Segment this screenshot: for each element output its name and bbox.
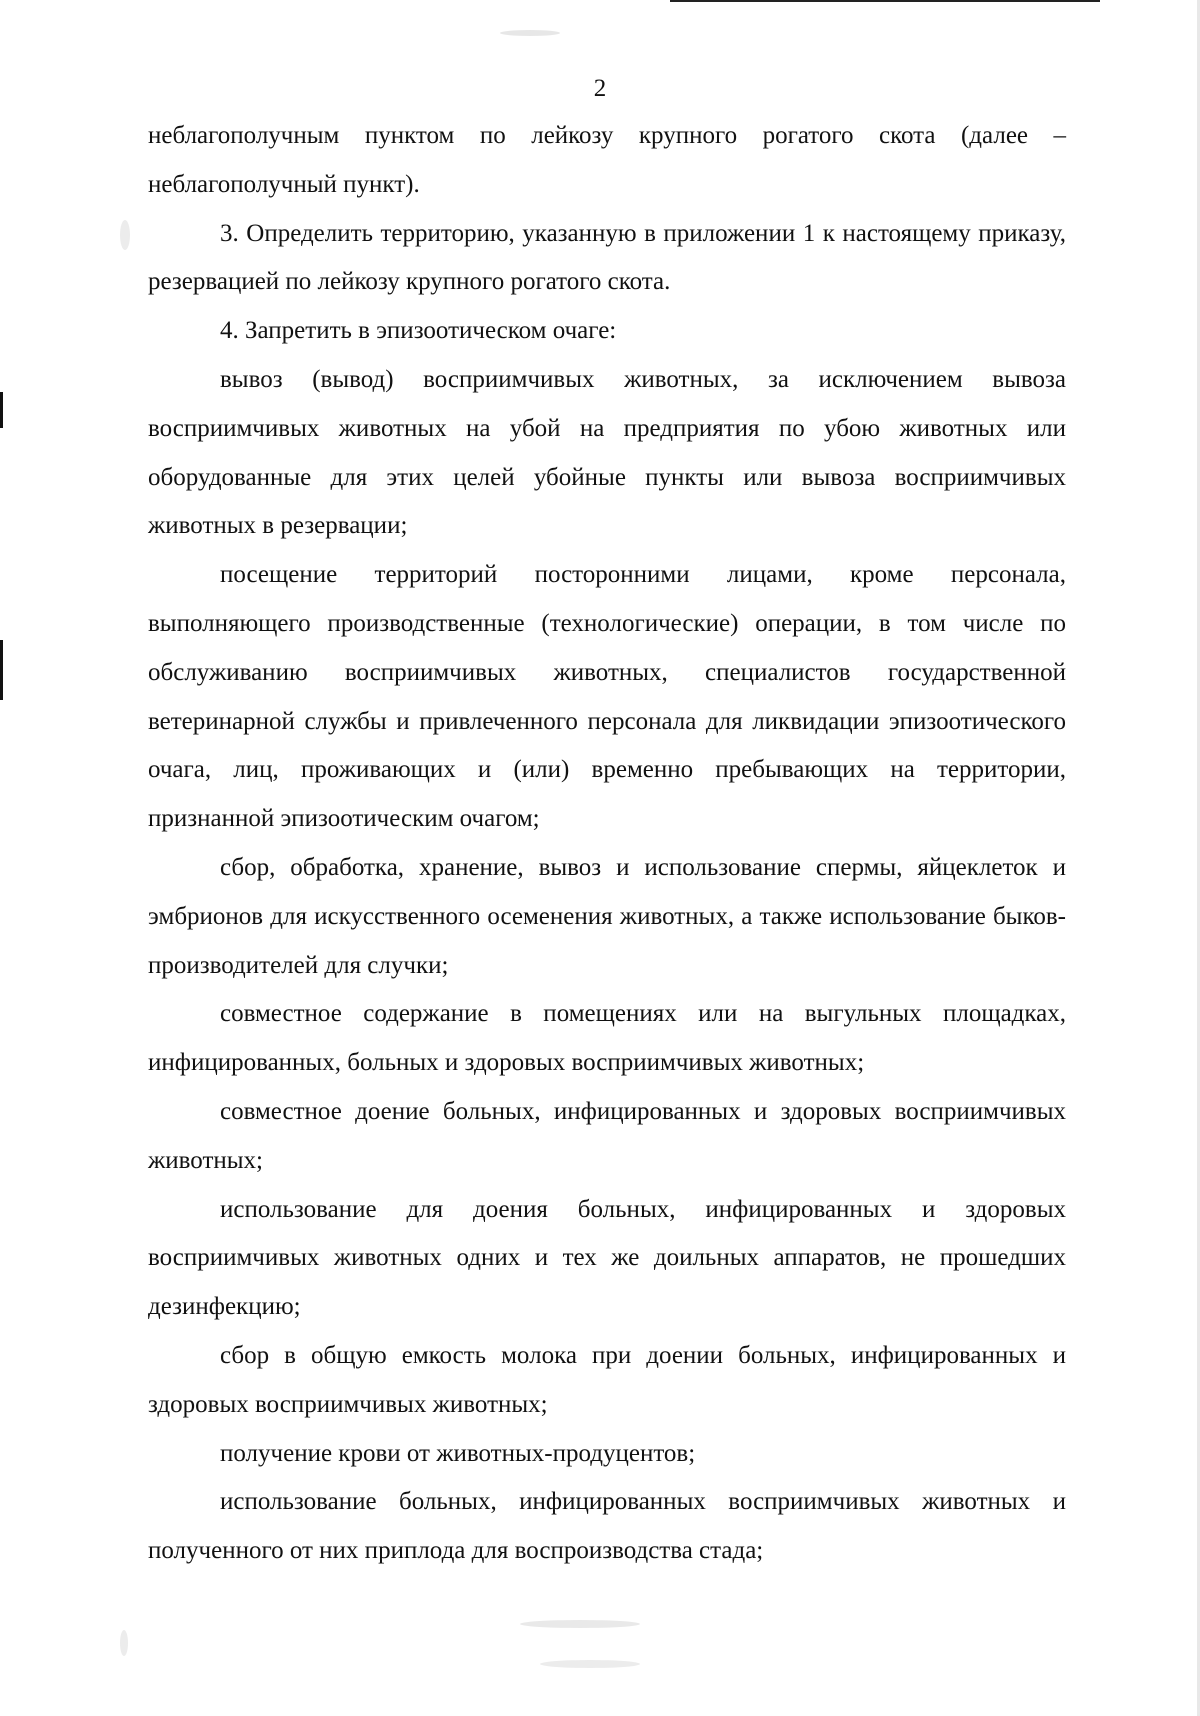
paragraph: совместное содержание в помещениях или на выгульных площадках, инфицированных, больных и здоровых восприимчивых животных;	[148, 1000, 1066, 1077]
scan-speckle	[120, 220, 130, 250]
paragraph: использование для доения больных, инфицированных и здоровых восприимчивых животных одних и тех же доильных аппаратов, не прошедших дезинфекцию;	[148, 1195, 1066, 1321]
scan-speckle	[120, 1630, 128, 1656]
paragraph: посещение территорий посторонними лицами, кроме персонала, выполняющего производственные (технологические) операции, в том числе по обслуживанию восприимчивых животных, специалистов государственной ветеринарной службы и привлеченного персонала для ликвидации эпизоотического очага, лиц, проживающих и (или) временно пребывающих на территории, признанной эпизоотическим очагом;	[148, 561, 1066, 833]
page-number: 2	[593, 75, 607, 102]
scan-speckle	[520, 1620, 640, 1628]
margin-mark	[0, 392, 3, 428]
scan-speckle	[540, 1660, 640, 1668]
paragraph: неблагополучным пунктом по лейкозу крупного рогатого скота (далее – неблагополучный пункт).	[148, 122, 1066, 198]
margin-mark	[0, 640, 3, 700]
paragraph: сбор в общую емкость молока при доении больных, инфицированных и здоровых восприимчивых животных;	[148, 1341, 1066, 1418]
paragraph: получение крови от животных-продуцентов;	[220, 1439, 696, 1467]
scan-speckle	[500, 30, 560, 36]
paragraph: вывоз (вывод) восприимчивых животных, за исключением вывоза восприимчивых животных на убой на предприятия по убою животных или оборудованные для этих целей убойные пункты или вывоза восприимчивых животных в резервации;	[148, 365, 1066, 540]
paragraph: совместное доение больных, инфицированных и здоровых восприимчивых животных;	[148, 1097, 1066, 1174]
document-body	[148, 112, 1066, 1576]
paragraph: 3. Определить территорию, указанную в приложении 1 к настоящему приказу, резервацией по лейкозу крупного рогатого скота.	[148, 219, 1066, 296]
paragraph: 4. Запретить в эпизоотическом очаге:	[220, 317, 617, 345]
top-border-line	[670, 0, 1100, 2]
paragraph: использование больных, инфицированных восприимчивых животных и полученного от них приплода для воспроизводства стада;	[148, 1488, 1066, 1565]
paragraph: сбор, обработка, хранение, вывоз и использование спермы, яйцеклеток и эмбрионов для искусственного осеменения животных, а также использование быков-производителей для случки;	[148, 853, 1066, 979]
